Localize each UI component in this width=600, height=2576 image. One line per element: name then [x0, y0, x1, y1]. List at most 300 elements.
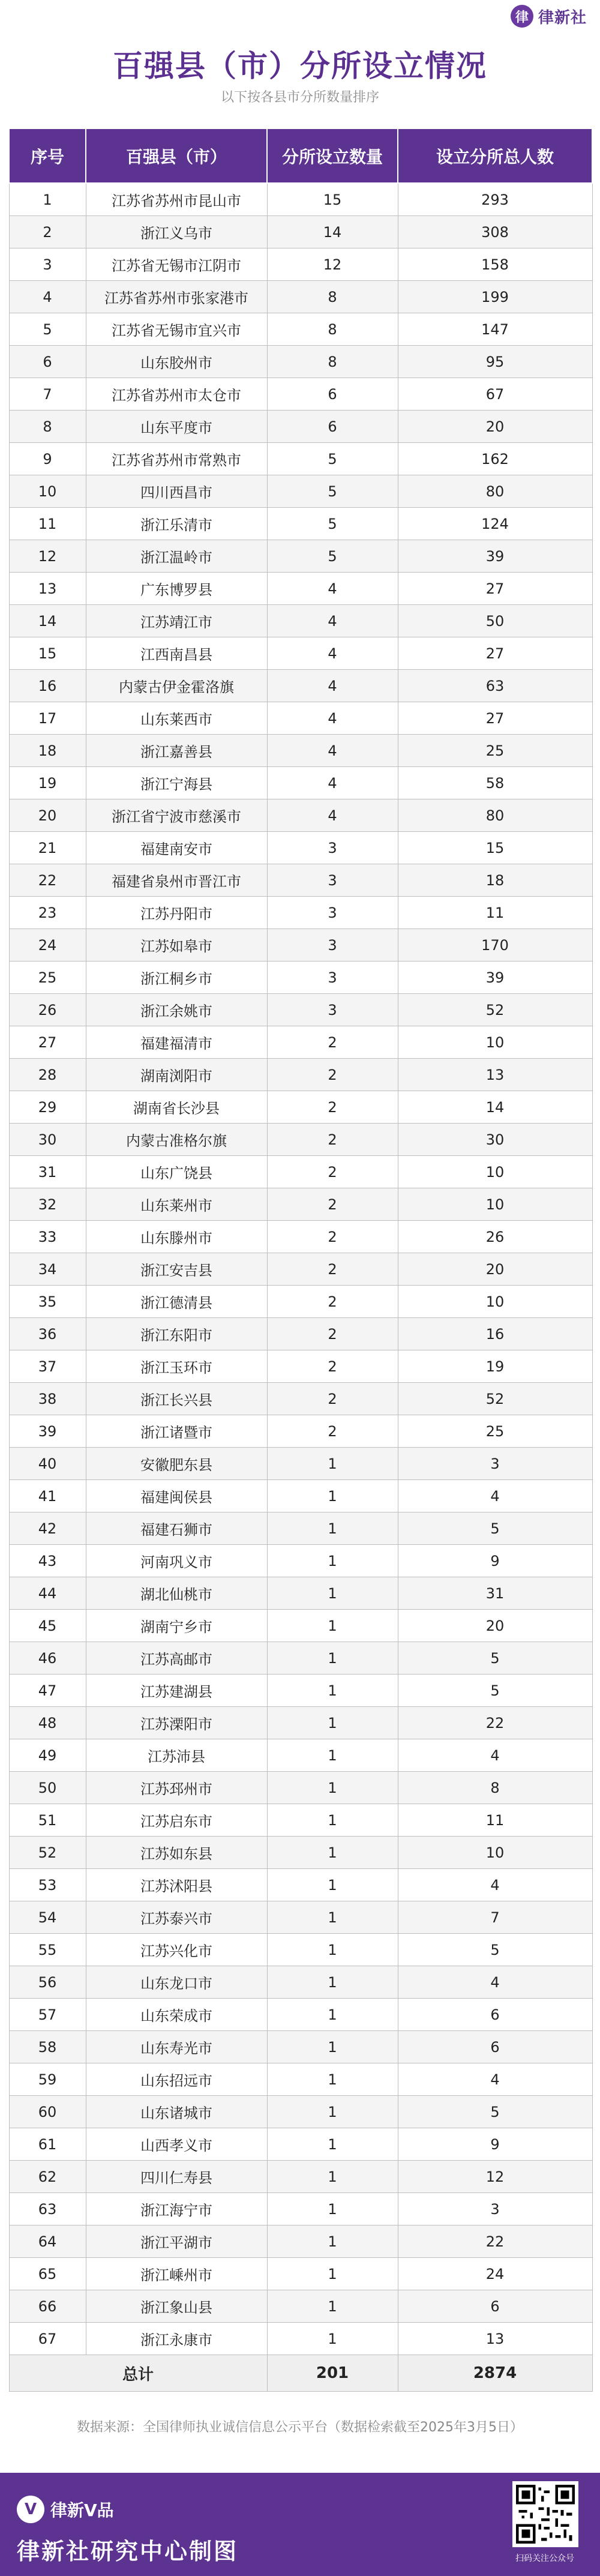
- row-branch-count: 6: [267, 411, 398, 443]
- table-row: [9, 2031, 592, 2063]
- row-index: 3: [9, 248, 86, 281]
- row-total-people: 13: [398, 2323, 592, 2355]
- table-row: [9, 1869, 592, 1901]
- row-branch-count: 1: [267, 1804, 398, 1837]
- table-row: [9, 1383, 592, 1415]
- row-index: 16: [9, 670, 86, 702]
- row-county: 江苏省无锡市江阴市: [86, 248, 267, 281]
- row-index: 24: [9, 929, 86, 961]
- row-county: 山东滕州市: [86, 1221, 267, 1253]
- row-branch-count: 1: [267, 1610, 398, 1642]
- row-county: 浙江省宁波市慈溪市: [86, 799, 267, 832]
- row-index: 25: [9, 961, 86, 994]
- table-row: [9, 1901, 592, 1934]
- table-row: [9, 573, 592, 605]
- row-branch-count: 4: [267, 573, 398, 605]
- table-row: [9, 443, 592, 475]
- page-title: 百强县（市）分所设立情况: [113, 49, 487, 83]
- row-branch-count: 1: [267, 1739, 398, 1772]
- row-total-people: 18: [398, 864, 592, 897]
- row-total-people: 20: [398, 411, 592, 443]
- table-row: [9, 702, 592, 735]
- row-index: 18: [9, 735, 86, 767]
- row-branch-count: 6: [267, 378, 398, 411]
- table-row: [9, 2161, 592, 2193]
- total-branches: 201: [267, 2355, 398, 2392]
- table-row: [9, 1091, 592, 1124]
- row-index: 60: [9, 2096, 86, 2128]
- row-total-people: 162: [398, 443, 592, 475]
- row-total-people: 5: [398, 1512, 592, 1545]
- row-index: 40: [9, 1448, 86, 1480]
- table-row: [9, 1512, 592, 1545]
- footer-brand-name: 律新V品: [50, 2500, 114, 2520]
- row-index: 39: [9, 1415, 86, 1448]
- table-row: [9, 1286, 592, 1318]
- row-total-people: 9: [398, 2128, 592, 2161]
- row-index: 33: [9, 1221, 86, 1253]
- row-index: 52: [9, 1837, 86, 1869]
- row-index: 58: [9, 2031, 86, 2063]
- table-row: [9, 1707, 592, 1739]
- row-branch-count: 2: [267, 1124, 398, 1156]
- row-total-people: 10: [398, 1156, 592, 1188]
- row-branch-count: 1: [267, 1934, 398, 1966]
- row-index: 50: [9, 1772, 86, 1804]
- table-row: [9, 1480, 592, 1512]
- row-branch-count: 5: [267, 508, 398, 540]
- table-row: [9, 281, 592, 313]
- row-county: 江苏邳州市: [86, 1772, 267, 1804]
- row-branch-count: 1: [267, 2161, 398, 2193]
- table-body: [9, 183, 592, 2355]
- v-brand-icon: V: [17, 2496, 44, 2523]
- row-index: 11: [9, 508, 86, 540]
- row-branch-count: 1: [267, 2193, 398, 2225]
- row-branch-count: 1: [267, 2063, 398, 2096]
- row-branch-count: 3: [267, 897, 398, 929]
- row-index: 32: [9, 1188, 86, 1221]
- row-total-people: 4: [398, 1480, 592, 1512]
- row-county: 浙江平湖市: [86, 2225, 267, 2258]
- table-row: [9, 1059, 592, 1091]
- row-county: 山东胶州市: [86, 346, 267, 378]
- row-branch-count: 1: [267, 2290, 398, 2323]
- row-county: 福建南安市: [86, 832, 267, 864]
- studio-credit: 律新社研究中心制图: [17, 2538, 239, 2565]
- table-row: [9, 1642, 592, 1675]
- row-county: 安徽肥东县: [86, 1448, 267, 1480]
- row-index: 55: [9, 1934, 86, 1966]
- header-county: 百强县（市）: [86, 128, 267, 183]
- row-branch-count: 1: [267, 2031, 398, 2063]
- row-total-people: 4: [398, 2063, 592, 2096]
- row-index: 12: [9, 540, 86, 573]
- row-index: 27: [9, 1026, 86, 1059]
- row-index: 2: [9, 216, 86, 248]
- table-row: [9, 248, 592, 281]
- table-row: [9, 1188, 592, 1221]
- table-row: [9, 378, 592, 411]
- row-index: 56: [9, 1966, 86, 1999]
- row-index: 31: [9, 1156, 86, 1188]
- row-branch-count: 2: [267, 1091, 398, 1124]
- row-total-people: 10: [398, 1286, 592, 1318]
- row-county: 山东荣成市: [86, 1999, 267, 2031]
- row-branch-count: 1: [267, 1901, 398, 1934]
- row-index: 21: [9, 832, 86, 864]
- row-county: 浙江义乌市: [86, 216, 267, 248]
- table-row: [9, 605, 592, 637]
- row-total-people: 8: [398, 1772, 592, 1804]
- row-county: 内蒙古伊金霍洛旗: [86, 670, 267, 702]
- row-county: 湖南省长沙县: [86, 1091, 267, 1124]
- row-index: 30: [9, 1124, 86, 1156]
- row-branch-count: 1: [267, 2096, 398, 2128]
- row-index: 57: [9, 1999, 86, 2031]
- row-total-people: 16: [398, 1318, 592, 1350]
- row-total-people: 10: [398, 1837, 592, 1869]
- header-index: 序号: [9, 128, 86, 183]
- table-row: [9, 994, 592, 1026]
- row-branch-count: 1: [267, 2323, 398, 2355]
- row-branch-count: 4: [267, 799, 398, 832]
- row-total-people: 170: [398, 929, 592, 961]
- table-row: [9, 735, 592, 767]
- table-row: [9, 2290, 592, 2323]
- row-total-people: 4: [398, 1739, 592, 1772]
- row-index: 54: [9, 1901, 86, 1934]
- row-total-people: 80: [398, 799, 592, 832]
- row-total-people: 13: [398, 1059, 592, 1091]
- row-index: 13: [9, 573, 86, 605]
- table-row: [9, 2193, 592, 2225]
- row-total-people: 4: [398, 1869, 592, 1901]
- data-source-note: 数据来源：全国律师执业诚信信息公示平台（数据检索截至2025年3月5日）: [77, 2420, 523, 2435]
- row-county: 江苏高邮市: [86, 1642, 267, 1675]
- row-index: 61: [9, 2128, 86, 2161]
- row-total-people: 80: [398, 475, 592, 508]
- table-row: [9, 1837, 592, 1869]
- row-county: 四川仁寿县: [86, 2161, 267, 2193]
- branch-table: [8, 128, 593, 2392]
- row-index: 67: [9, 2323, 86, 2355]
- row-county: 湖南宁乡市: [86, 1610, 267, 1642]
- table-row: [9, 1253, 592, 1286]
- row-county: 山东莱西市: [86, 702, 267, 735]
- row-branch-count: 1: [267, 1869, 398, 1901]
- row-branch-count: 14: [267, 216, 398, 248]
- table-row: [9, 1545, 592, 1577]
- row-county: 浙江余姚市: [86, 994, 267, 1026]
- row-branch-count: 2: [267, 1221, 398, 1253]
- row-total-people: 67: [398, 378, 592, 411]
- table-row: [9, 1026, 592, 1059]
- brand-logo: [511, 5, 587, 28]
- table-row: [9, 1415, 592, 1448]
- row-total-people: 27: [398, 637, 592, 670]
- row-index: 64: [9, 2225, 86, 2258]
- row-branch-count: 1: [267, 2258, 398, 2290]
- row-index: 38: [9, 1383, 86, 1415]
- row-county: 河南巩义市: [86, 1545, 267, 1577]
- row-branch-count: 4: [267, 702, 398, 735]
- row-county: 山东龙口市: [86, 1966, 267, 1999]
- row-branch-count: 2: [267, 1156, 398, 1188]
- table-row: [9, 411, 592, 443]
- row-branch-count: 8: [267, 313, 398, 346]
- row-total-people: 12: [398, 2161, 592, 2193]
- table-row: [9, 1221, 592, 1253]
- table-row: [9, 1610, 592, 1642]
- row-index: 36: [9, 1318, 86, 1350]
- row-index: 8: [9, 411, 86, 443]
- row-total-people: 10: [398, 1188, 592, 1221]
- row-county: 山东招远市: [86, 2063, 267, 2096]
- row-county: 山东平度市: [86, 411, 267, 443]
- table-total-row: [9, 2355, 592, 2392]
- row-total-people: 25: [398, 735, 592, 767]
- table-row: [9, 475, 592, 508]
- row-branch-count: 4: [267, 735, 398, 767]
- table-row: [9, 183, 592, 216]
- table-row: [9, 1350, 592, 1383]
- row-index: 63: [9, 2193, 86, 2225]
- row-total-people: 50: [398, 605, 592, 637]
- row-branch-count: 4: [267, 605, 398, 637]
- row-county: 江苏省苏州市张家港市: [86, 281, 267, 313]
- row-total-people: 293: [398, 183, 592, 216]
- table-row: [9, 1772, 592, 1804]
- table-row: [9, 2323, 592, 2355]
- row-index: 28: [9, 1059, 86, 1091]
- table-row: [9, 670, 592, 702]
- row-total-people: 158: [398, 248, 592, 281]
- header-total-people: 设立分所总人数: [398, 128, 592, 183]
- table-row: [9, 929, 592, 961]
- row-branch-count: 1: [267, 1545, 398, 1577]
- row-total-people: 199: [398, 281, 592, 313]
- row-total-people: 6: [398, 2031, 592, 2063]
- row-county: 浙江象山县: [86, 2290, 267, 2323]
- row-branch-count: 1: [267, 1448, 398, 1480]
- row-county: 浙江长兴县: [86, 1383, 267, 1415]
- row-branch-count: 2: [267, 1253, 398, 1286]
- row-total-people: 25: [398, 1415, 592, 1448]
- table-row: [9, 1739, 592, 1772]
- row-total-people: 19: [398, 1350, 592, 1383]
- row-total-people: 58: [398, 767, 592, 799]
- row-county: 江苏建湖县: [86, 1675, 267, 1707]
- table-row: [9, 2096, 592, 2128]
- row-branch-count: 1: [267, 1707, 398, 1739]
- row-total-people: 14: [398, 1091, 592, 1124]
- row-county: 江西南昌县: [86, 637, 267, 670]
- row-branch-count: 1: [267, 1966, 398, 1999]
- table-row: [9, 1577, 592, 1610]
- row-total-people: 147: [398, 313, 592, 346]
- row-index: 49: [9, 1739, 86, 1772]
- row-total-people: 39: [398, 961, 592, 994]
- row-branch-count: 5: [267, 443, 398, 475]
- row-county: 浙江海宁市: [86, 2193, 267, 2225]
- row-total-people: 4: [398, 1966, 592, 1999]
- row-county: 山东莱州市: [86, 1188, 267, 1221]
- table-row: [9, 767, 592, 799]
- row-index: 45: [9, 1610, 86, 1642]
- row-county: 江苏溧阳市: [86, 1707, 267, 1739]
- row-total-people: 5: [398, 1675, 592, 1707]
- row-branch-count: 1: [267, 1642, 398, 1675]
- row-branch-count: 1: [267, 1837, 398, 1869]
- row-total-people: 6: [398, 2290, 592, 2323]
- row-county: 山东寿光市: [86, 2031, 267, 2063]
- row-county: 浙江宁海县: [86, 767, 267, 799]
- row-index: 29: [9, 1091, 86, 1124]
- row-branch-count: 2: [267, 1026, 398, 1059]
- row-index: 43: [9, 1545, 86, 1577]
- table-row: [9, 1966, 592, 1999]
- table-row: [9, 346, 592, 378]
- row-total-people: 9: [398, 1545, 592, 1577]
- row-total-people: 22: [398, 1707, 592, 1739]
- row-total-people: 52: [398, 1383, 592, 1415]
- table-row: [9, 1999, 592, 2031]
- row-branch-count: 2: [267, 1059, 398, 1091]
- row-county: 山西孝义市: [86, 2128, 267, 2161]
- row-index: 48: [9, 1707, 86, 1739]
- table-row: [9, 2128, 592, 2161]
- footer-brand: [17, 2496, 114, 2523]
- row-county: 内蒙古准格尔旗: [86, 1124, 267, 1156]
- row-index: 34: [9, 1253, 86, 1286]
- row-total-people: 52: [398, 994, 592, 1026]
- row-county: 江苏省无锡市宜兴市: [86, 313, 267, 346]
- row-index: 6: [9, 346, 86, 378]
- table-row: [9, 799, 592, 832]
- row-county: 浙江玉环市: [86, 1350, 267, 1383]
- row-total-people: 15: [398, 832, 592, 864]
- row-county: 广东博罗县: [86, 573, 267, 605]
- row-county: 山东诸城市: [86, 2096, 267, 2128]
- row-branch-count: 2: [267, 1188, 398, 1221]
- table-row: [9, 540, 592, 573]
- table-row: [9, 864, 592, 897]
- row-county: 浙江嘉善县: [86, 735, 267, 767]
- row-branch-count: 1: [267, 1512, 398, 1545]
- total-label: 总计: [9, 2355, 267, 2392]
- row-branch-count: 1: [267, 2128, 398, 2161]
- row-total-people: 95: [398, 346, 592, 378]
- row-total-people: 27: [398, 702, 592, 735]
- row-index: 66: [9, 2290, 86, 2323]
- row-branch-count: 1: [267, 1772, 398, 1804]
- table-row: [9, 313, 592, 346]
- row-county: 福建闽侯县: [86, 1480, 267, 1512]
- row-county: 浙江温岭市: [86, 540, 267, 573]
- row-county: 湖南浏阳市: [86, 1059, 267, 1091]
- row-index: 26: [9, 994, 86, 1026]
- row-index: 7: [9, 378, 86, 411]
- row-branch-count: 5: [267, 475, 398, 508]
- table-header-row: [9, 128, 592, 183]
- table-row: [9, 2225, 592, 2258]
- row-total-people: 11: [398, 897, 592, 929]
- row-branch-count: 2: [267, 1350, 398, 1383]
- row-branch-count: 1: [267, 1675, 398, 1707]
- table-row: [9, 2258, 592, 2290]
- row-county: 江苏沛县: [86, 1739, 267, 1772]
- row-index: 41: [9, 1480, 86, 1512]
- row-branch-count: 2: [267, 1383, 398, 1415]
- row-county: 浙江安吉县: [86, 1253, 267, 1286]
- qr-code-icon[interactable]: [512, 2481, 578, 2547]
- row-index: 1: [9, 183, 86, 216]
- row-total-people: 5: [398, 2096, 592, 2128]
- row-county: 四川西昌市: [86, 475, 267, 508]
- row-index: 59: [9, 2063, 86, 2096]
- row-index: 51: [9, 1804, 86, 1837]
- row-total-people: 24: [398, 2258, 592, 2290]
- row-branch-count: 2: [267, 1286, 398, 1318]
- row-county: 福建石狮市: [86, 1512, 267, 1545]
- header-branch-count: 分所设立数量: [267, 128, 398, 183]
- row-branch-count: 2: [267, 1415, 398, 1448]
- brand-logo-text: 律新社: [538, 8, 587, 27]
- row-index: 46: [9, 1642, 86, 1675]
- row-index: 23: [9, 897, 86, 929]
- table-row: [9, 1318, 592, 1350]
- row-county: 浙江嵊州市: [86, 2258, 267, 2290]
- row-branch-count: 3: [267, 994, 398, 1026]
- table-row: [9, 1156, 592, 1188]
- row-total-people: 3: [398, 1448, 592, 1480]
- row-index: 65: [9, 2258, 86, 2290]
- row-index: 19: [9, 767, 86, 799]
- table-row: [9, 832, 592, 864]
- row-branch-count: 3: [267, 929, 398, 961]
- row-index: 35: [9, 1286, 86, 1318]
- row-total-people: 308: [398, 216, 592, 248]
- row-county: 湖北仙桃市: [86, 1577, 267, 1610]
- row-total-people: 5: [398, 1642, 592, 1675]
- brand-logo-icon: 律: [511, 5, 533, 28]
- row-county: 江苏如东县: [86, 1837, 267, 1869]
- row-total-people: 26: [398, 1221, 592, 1253]
- row-index: 15: [9, 637, 86, 670]
- row-branch-count: 3: [267, 864, 398, 897]
- row-branch-count: 1: [267, 1577, 398, 1610]
- row-total-people: 6: [398, 1999, 592, 2031]
- row-index: 5: [9, 313, 86, 346]
- table-row: [9, 961, 592, 994]
- row-index: 37: [9, 1350, 86, 1383]
- table-row: [9, 897, 592, 929]
- row-branch-count: 15: [267, 183, 398, 216]
- row-total-people: 63: [398, 670, 592, 702]
- row-county: 浙江东阳市: [86, 1318, 267, 1350]
- row-index: 62: [9, 2161, 86, 2193]
- row-county: 江苏丹阳市: [86, 897, 267, 929]
- row-county: 浙江德清县: [86, 1286, 267, 1318]
- row-county: 江苏如皋市: [86, 929, 267, 961]
- row-total-people: 39: [398, 540, 592, 573]
- table-row: [9, 1675, 592, 1707]
- row-index: 53: [9, 1869, 86, 1901]
- row-index: 14: [9, 605, 86, 637]
- table-row: [9, 1934, 592, 1966]
- row-index: 42: [9, 1512, 86, 1545]
